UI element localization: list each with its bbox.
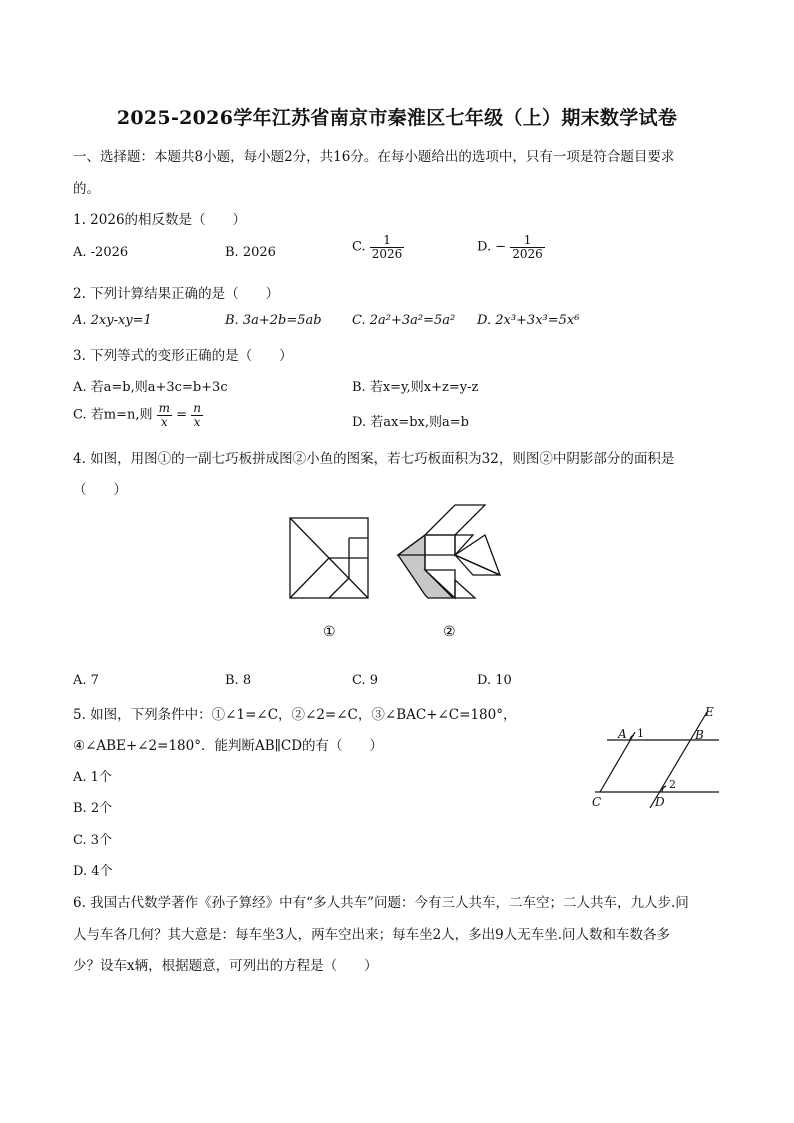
- point-e-label: E: [705, 705, 714, 719]
- q4-option-c: C. 9: [352, 673, 379, 688]
- point-d-label: D: [655, 795, 665, 809]
- figure-2-label: ②: [443, 624, 456, 640]
- q6-stem-line3: 少？设车x辆，根据题意，可列出的方程是（ ）: [73, 958, 378, 974]
- q1-option-c-prefix: C.: [352, 239, 366, 255]
- q1-stem: 1. 2026的相反数是（ ）: [73, 212, 247, 228]
- q5-option-d: D. 4个: [73, 864, 113, 879]
- tangram-square-figure: [290, 518, 368, 598]
- fraction-denominator: 2026: [512, 246, 543, 261]
- section-heading-line1: 一、选择题：本题共8小题，每小题2分，共16分。在每小题给出的选项中，只有一项是符合题目要求: [73, 149, 675, 165]
- tangram-fish-figure: [398, 505, 500, 598]
- fraction-numerator: 1: [523, 233, 532, 247]
- point-a-label: A: [618, 727, 627, 741]
- q5-option-a: A. 1个: [73, 770, 112, 785]
- q6-stem-line2: 人与车各几何？其大意是：每车坐3人，两车空出来；每车坐2人，多出9人无车坐.问人数和车数各多: [73, 927, 671, 943]
- fraction-numerator: 1: [383, 233, 391, 247]
- q3-option-d: D. 若ax=bx,则a=b: [352, 415, 469, 430]
- q2-option-a: A. 2xy-xy=1: [73, 313, 152, 328]
- q3-stem: 3. 下列等式的变形正确的是（ ）: [73, 348, 293, 364]
- q1-option-d-prefix: D. −: [477, 239, 507, 255]
- q4-option-d: D. 10: [477, 673, 512, 688]
- fraction-denominator: x: [191, 415, 203, 429]
- q4-tangram-figures: [280, 500, 520, 645]
- angle-1-label: 1: [637, 727, 644, 740]
- angle-2-label: 2: [669, 778, 676, 791]
- q2-option-c: C. 2a²+3a²=5a²: [352, 313, 456, 328]
- fraction-numerator: n: [193, 401, 201, 415]
- q2-stem: 2. 下列计算结果正确的是（ ）: [73, 286, 280, 302]
- q3-option-b: B. 若x=y,则x+z=y-z: [352, 380, 479, 395]
- point-c-label: C: [592, 795, 602, 809]
- q4-option-a: A. 7: [73, 673, 99, 688]
- q6-stem-line1: 6. 我国古代数学著作《孙子算经》中有“多人共车”问题：今有三人共车，二车空；二人共车，九人步.问: [73, 895, 689, 911]
- q1-option-a: A. -2026: [73, 245, 129, 260]
- point-b-label: B: [695, 728, 704, 742]
- q1-option-b: B. 2026: [225, 245, 276, 260]
- fraction-denominator: 2026: [371, 246, 403, 261]
- q2-option-d: D. 2x³+3x³=5x⁶: [477, 313, 580, 328]
- q3-option-c-fraction-left: [157, 402, 172, 428]
- q1-option-c-fraction: [370, 234, 405, 260]
- q4-stem-line1: 4. 如图，用图①的一副七巧板拼成图②小鱼的图案，若七巧板面积为32，则图②中阴影部分的面积是: [73, 451, 675, 467]
- q3-option-c-prefix: C. 若m=n,则: [73, 407, 153, 423]
- q3-option-c: [73, 402, 203, 428]
- q3-option-c-equals: =: [176, 407, 188, 423]
- page-title: 2025-2026学年江苏省南京市秦淮区七年级（上）期末数学试卷: [116, 107, 678, 129]
- q3-option-c-fraction-right: [191, 402, 203, 428]
- q5-stem-line1: 5. 如图，下列条件中：①∠1=∠C，②∠2=∠C，③∠BAC+∠C=180°，: [73, 707, 517, 723]
- fraction-numerator: m: [158, 401, 171, 415]
- q1-option-d-fraction: [510, 234, 545, 260]
- q4-stem-line2: （ ）: [73, 482, 127, 498]
- q1-option-d: [477, 234, 545, 260]
- q3-option-a: A. 若a=b,则a+3c=b+3c: [73, 380, 228, 395]
- q5-option-b: B. 2个: [73, 801, 113, 816]
- section-heading-line2: 的。: [73, 181, 100, 197]
- q4-option-b: B. 8: [225, 673, 252, 688]
- q1-option-c: [352, 234, 404, 260]
- figure-1-label: ①: [323, 624, 336, 640]
- q5-option-c: C. 3个: [73, 833, 113, 848]
- q5-parallel-lines-figure: [585, 700, 725, 812]
- q2-option-b: B. 3a+2b=5ab: [225, 313, 322, 328]
- fraction-denominator: x: [157, 415, 172, 429]
- q5-stem-line2: ④∠ABE+∠2=180°．能判断AB∥CD的有（ ）: [73, 738, 384, 754]
